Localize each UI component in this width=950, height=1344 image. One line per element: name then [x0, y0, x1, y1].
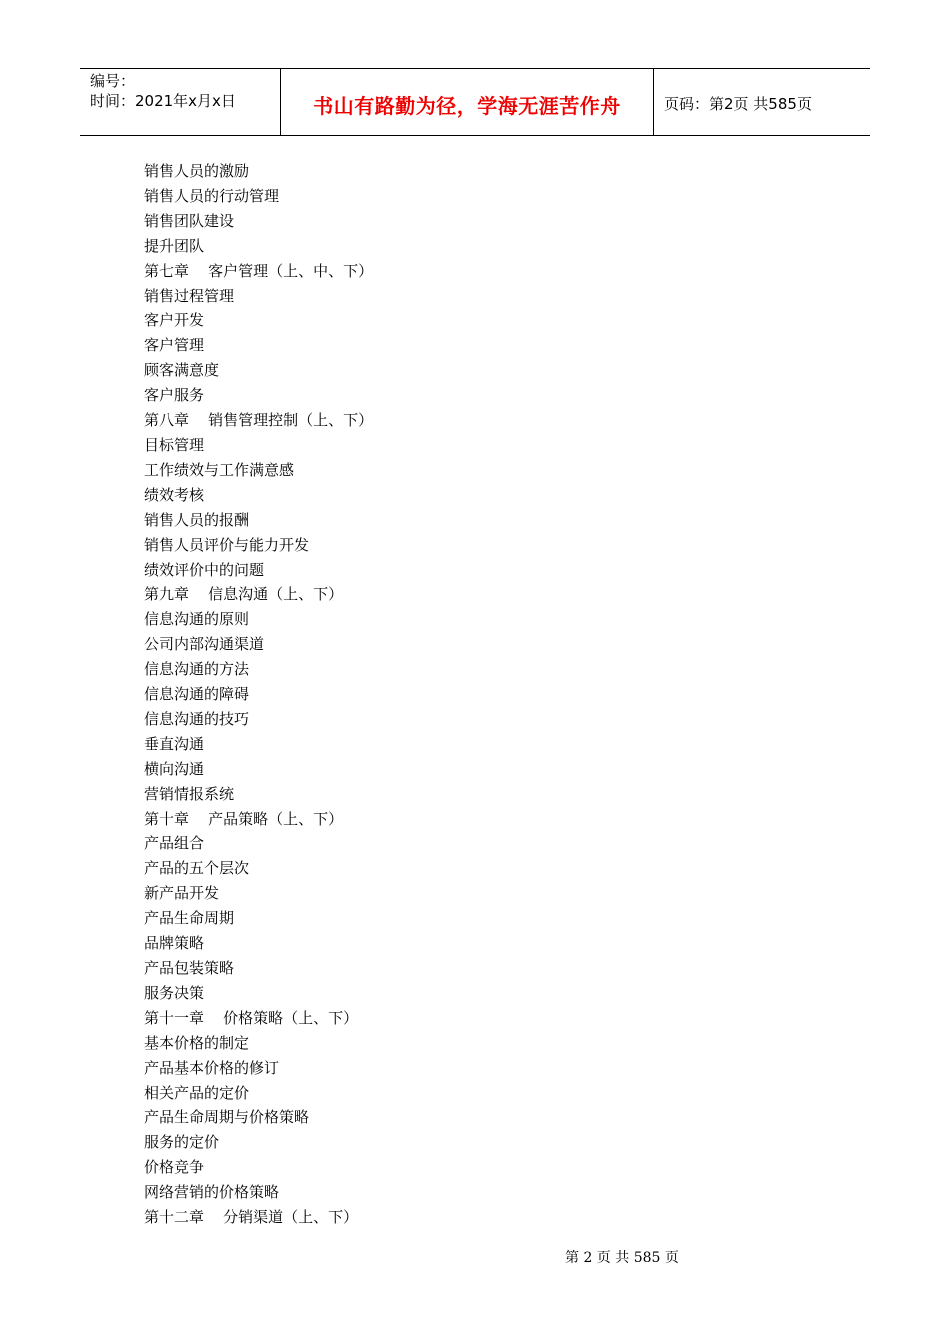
toc-item: 第九章 信息沟通（上、下）	[144, 585, 344, 604]
toc-item: 第十二章 分销渠道（上、下）	[144, 1208, 359, 1227]
header-meta-cell	[80, 69, 281, 135]
toc-item: 产品生命周期	[144, 909, 235, 928]
toc-item: 网络营销的价格策略	[144, 1183, 280, 1202]
toc-item: 垂直沟通	[144, 734, 205, 753]
page-header	[80, 68, 870, 136]
toc-item: 品牌策略	[144, 934, 205, 953]
toc-item: 销售人员评价与能力开发	[144, 535, 310, 554]
header-motto-cell	[281, 69, 654, 135]
toc-item: 第十一章 价格策略（上、下）	[144, 1008, 359, 1027]
toc-item: 销售人员的激励	[144, 162, 250, 180]
table-of-contents	[144, 159, 373, 1230]
document-number-label: 编号：	[90, 72, 136, 90]
toc-item: 信息沟通的障碍	[144, 685, 250, 704]
toc-item: 第八章 销售管理控制（上、下）	[144, 411, 374, 430]
header-page-cell	[654, 69, 870, 135]
toc-item: 产品包装策略	[144, 959, 235, 977]
toc-item: 产品基本价格的修订	[144, 1058, 280, 1077]
toc-item: 基本价格的制定	[144, 1033, 250, 1052]
toc-item: 信息沟通的技巧	[144, 709, 250, 728]
toc-item: 新产品开发	[144, 884, 220, 903]
toc-item: 横向沟通	[144, 759, 205, 778]
toc-item: 信息沟通的原则	[144, 610, 250, 629]
toc-item: 营销情报系统	[144, 784, 235, 803]
toc-item: 第十章 产品策略（上、下）	[144, 809, 344, 828]
toc-item: 第七章 客户管理（上、中、下）	[144, 261, 374, 280]
toc-item: 提升团队	[144, 236, 205, 255]
toc-item: 相关产品的定价	[144, 1083, 250, 1102]
toc-item: 销售过程管理	[144, 286, 235, 305]
toc-item: 绩效考核	[144, 485, 205, 504]
toc-item: 目标管理	[144, 435, 205, 454]
toc-item: 公司内部沟通渠道	[144, 635, 265, 654]
toc-item: 客户开发	[144, 311, 205, 330]
toc-item: 服务决策	[144, 983, 205, 1002]
header-motto: 书山有路勤为径，学海无涯苦作舟	[313, 93, 621, 118]
toc-item: 产品组合	[144, 834, 205, 853]
toc-item: 产品的五个层次	[144, 859, 250, 878]
toc-item: 销售人员的行动管理	[144, 186, 280, 205]
toc-item: 销售团队建设	[144, 211, 235, 230]
toc-item: 价格竞争	[144, 1158, 205, 1177]
toc-item: 客户服务	[144, 386, 205, 405]
page-footer: 第 2 页 共 585 页	[565, 1250, 679, 1266]
header-page-info: 页码：第2页 共585页	[664, 94, 812, 113]
toc-item: 产品生命周期与价格策略	[144, 1108, 310, 1127]
toc-item: 绩效评价中的问题	[144, 560, 265, 579]
document-time-label: 时间：2021年x月x日	[90, 92, 236, 110]
toc-item: 信息沟通的方法	[144, 660, 250, 679]
toc-item: 销售人员的报酬	[144, 510, 250, 529]
toc-item: 客户管理	[144, 336, 205, 355]
toc-item: 工作绩效与工作满意感	[144, 460, 295, 479]
toc-item: 服务的定价	[144, 1133, 220, 1152]
toc-item: 顾客满意度	[144, 361, 220, 380]
